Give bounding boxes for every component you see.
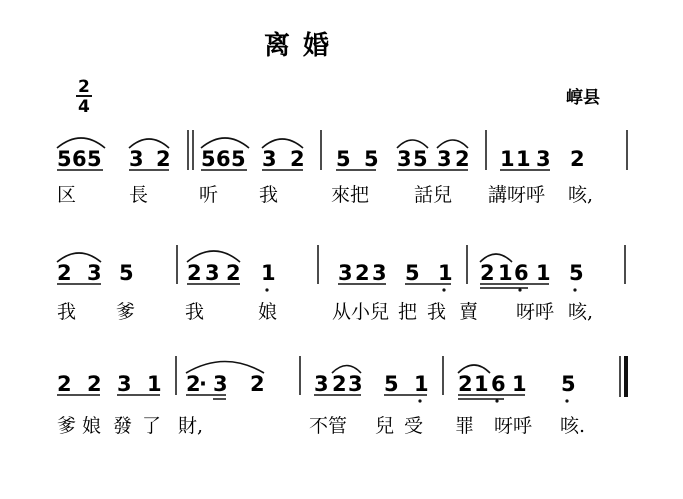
- note: 6: [514, 261, 529, 285]
- system-3: [57, 356, 626, 437]
- lyric: 罪: [455, 415, 475, 437]
- region-label: 崞县: [566, 88, 600, 108]
- note: 5: [201, 147, 216, 171]
- measure-3-2: [186, 362, 265, 400]
- note: 5: [569, 261, 584, 285]
- note: 1: [474, 372, 489, 396]
- lyric: 不管: [309, 415, 348, 437]
- note: 5: [87, 147, 102, 171]
- octave-dot: [418, 399, 421, 402]
- note: 1: [500, 147, 515, 171]
- lyric: 賣: [459, 301, 479, 323]
- note: 5: [561, 372, 576, 396]
- note: 2: [458, 372, 473, 396]
- time-signature-top: 2: [78, 77, 90, 97]
- note: 1: [414, 372, 429, 396]
- note: 5: [364, 147, 379, 171]
- note: 2: [570, 147, 585, 171]
- lyric: 区: [57, 184, 77, 206]
- measure-3-1: [57, 372, 162, 396]
- note: 1: [536, 261, 551, 285]
- lyric: 長: [129, 184, 149, 206]
- measure-1-4: [500, 147, 585, 171]
- note: 6: [216, 147, 231, 171]
- lyric: 我: [259, 184, 279, 206]
- measure-2-1: [57, 253, 134, 285]
- note: 2: [57, 372, 72, 396]
- note: 2: [332, 372, 347, 396]
- lyric: 發: [113, 415, 133, 437]
- octave-dot: [495, 399, 498, 402]
- octave-dot: [265, 288, 268, 291]
- lyric: 把: [398, 301, 418, 323]
- note: 1: [498, 261, 513, 285]
- time-signature: [76, 77, 92, 117]
- note: 2: [226, 261, 241, 285]
- octave-dot: [442, 288, 445, 291]
- system-1: [57, 130, 627, 206]
- lyric: 講呀呼: [488, 184, 546, 206]
- note: 3: [117, 372, 132, 396]
- measure-1-3: [336, 140, 470, 171]
- lyric: 爹: [57, 415, 77, 437]
- note: 1: [261, 261, 276, 285]
- note: 3: [397, 147, 412, 171]
- lyric: 兒: [375, 415, 395, 437]
- note: 2: [480, 261, 495, 285]
- lyric: 从小兒: [332, 301, 390, 323]
- note: 3: [262, 147, 277, 171]
- note: ·: [199, 372, 207, 396]
- lyric: 話兒: [414, 184, 453, 206]
- note: 3: [536, 147, 551, 171]
- note: 3: [129, 147, 144, 171]
- lyric: 听: [199, 184, 219, 206]
- note: 3: [348, 372, 363, 396]
- note: 3: [87, 261, 102, 285]
- note: 3: [372, 261, 387, 285]
- measure-1-1: [57, 138, 171, 171]
- note: 1: [516, 147, 531, 171]
- note: 6: [491, 372, 506, 396]
- lyric: 我: [57, 301, 77, 323]
- note: 1: [512, 372, 527, 396]
- lyric: 爹: [116, 301, 136, 323]
- lyric: 咳,: [568, 301, 594, 323]
- note: 3: [338, 261, 353, 285]
- lyric: 我: [427, 301, 447, 323]
- note: 5: [336, 147, 351, 171]
- measure-1-2: [201, 138, 305, 171]
- note: 5: [57, 147, 72, 171]
- measure-2-2: [187, 251, 276, 292]
- note: 5: [384, 372, 399, 396]
- note: 3: [314, 372, 329, 396]
- measure-3-3: [314, 366, 429, 403]
- note: 3: [205, 261, 220, 285]
- note: 3: [437, 147, 452, 171]
- lyric: 娘: [82, 415, 102, 437]
- lyric: 咳,: [568, 184, 594, 206]
- note: 5: [231, 147, 246, 171]
- measure-3-4: [458, 365, 576, 403]
- lyric: 受: [404, 415, 424, 437]
- lyric: 娘: [258, 301, 278, 323]
- note: 5: [405, 261, 420, 285]
- time-signature-bottom: 4: [78, 97, 90, 117]
- lyric: 財,: [178, 415, 204, 437]
- note: 2: [455, 147, 470, 171]
- song-title: 离 婚: [264, 31, 332, 61]
- lyric: 呀呼: [494, 415, 533, 437]
- note: 2: [156, 147, 171, 171]
- lyric: 來把: [331, 184, 370, 206]
- note: 2: [290, 147, 305, 171]
- note: 1: [438, 261, 453, 285]
- octave-dot: [518, 288, 521, 291]
- note: 2: [187, 261, 202, 285]
- measure-2-3: [338, 261, 453, 292]
- note: 2: [57, 261, 72, 285]
- lyric: 了: [142, 415, 162, 437]
- note: 6: [72, 147, 87, 171]
- lyric: 我: [185, 301, 205, 323]
- measure-2-4: [480, 254, 584, 292]
- note: 3: [213, 372, 228, 396]
- note: 2: [355, 261, 370, 285]
- note: 5: [119, 261, 134, 285]
- note: 5: [413, 147, 428, 171]
- lyric: 咳.: [560, 415, 586, 437]
- lyric: 呀呼: [516, 301, 555, 323]
- octave-dot: [573, 288, 576, 291]
- note: 2: [87, 372, 102, 396]
- system-2: [57, 245, 625, 323]
- note: 2: [186, 372, 201, 396]
- note: 2: [250, 372, 265, 396]
- note: 1: [147, 372, 162, 396]
- octave-dot: [565, 399, 568, 402]
